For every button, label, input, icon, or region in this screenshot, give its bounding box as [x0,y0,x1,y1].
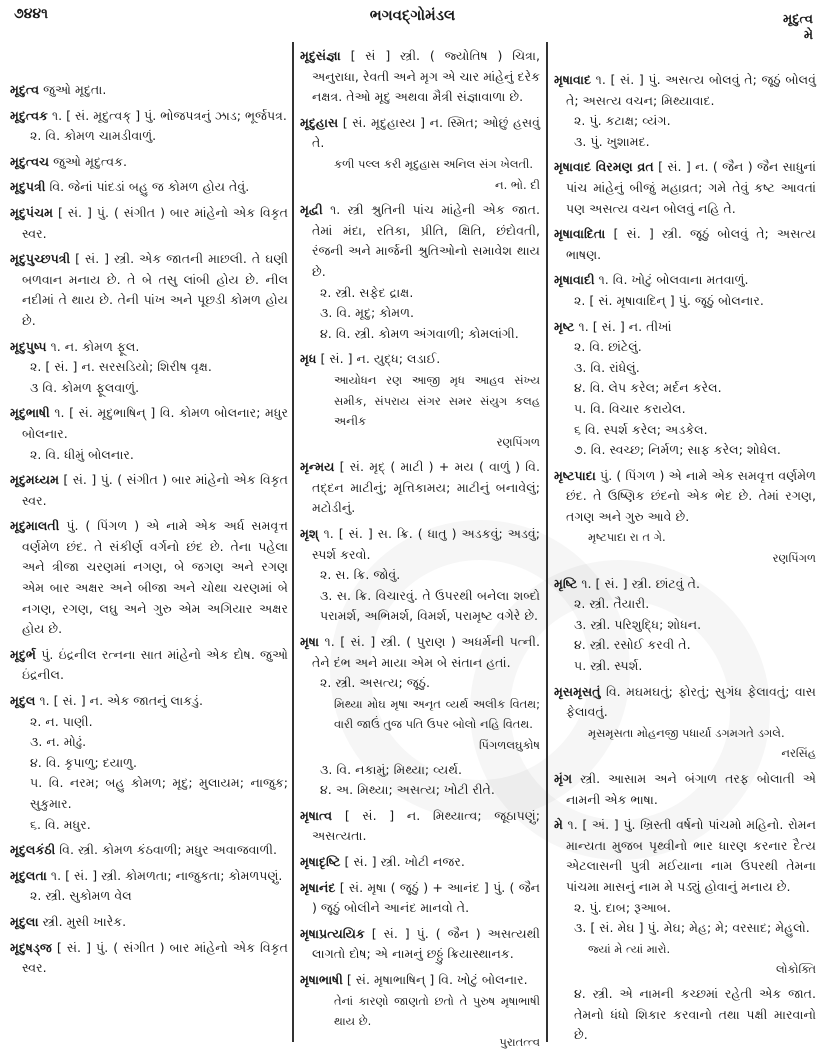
entry-definition [300,970,540,991]
definition-text: ૧. [ સં. ] સ્ત્રી. છાંટવું તે. [581,575,700,591]
quotation: જ્યાં મે ત્યાં મારો. [588,941,671,956]
definition-text: સ્ત્રી. મુસી ખારેક. [42,913,127,929]
definition-text: [ સં. ] પું. ( સંગીત ) બાર માંહેનો એક વિકૃત સ્વર. [22,939,288,976]
definition-text: [ સં. મૃષા ( જૂઠું ) + આનંદ ] પું. ( જૈન ) જૂઠું બોલીને આનંદ માનવો તે. [312,879,540,916]
sense-line: ૪. અ. મિથ્યા; અસત્ય; ખોટી રીતે. [320,782,495,798]
headword: મૃદુપત્રી [10,179,46,195]
sense-line: ૩. સ્ત્રી. પરિશુદ્ધિ; શોધન. [574,616,702,632]
definition-text: ૧. [ સં. ] ન. તીખાં [578,318,672,334]
sense-line: ૪. સ્ત્રી. રસોઈ કરવી તે. [574,637,691,653]
entry-definition [554,682,816,723]
definition-text: [ સં. મૃદુહાસ્ય ] ન. સ્મિત; ઓછું હસવું તે. [312,114,540,151]
entry-definition [10,645,288,686]
entry-definition [554,224,817,265]
quotation-source: પુરાતત્ત્વ [499,1034,540,1049]
guide-word-first: મૃદુત્વ [783,12,813,27]
entry-definition [10,177,288,198]
sense-line: ૨. પું. દાબ; રૂઆબ. [574,899,671,915]
dictionary-entry [300,852,540,873]
entry-definition [554,769,816,810]
quotation-source: લોકોક્તિ [775,962,816,977]
sense-line: ૨. સ. ક્રિ. જોવું. [320,567,401,583]
entry-definition [10,337,288,358]
entry-definition [300,200,540,282]
sense-line: ૭. વિ. સ્વચ્છ; નિર્મળ; સાફ કરેલ; શોધેલ. [574,442,781,458]
dictionary-entry [554,70,816,152]
quotation: કળી પલ્લ કરી મૃદુહાસ અનિલ સંગ ખેલતી. [334,156,534,171]
headword: મૃષ્ટ [554,318,575,334]
headword: મૃદુપંચમ [10,204,54,220]
definition-text: [ સં. ] પું. ( જૈન ) અસત્યથી લાગતો દોષ; એ નામનું છઠ્ઠું ક્રિયાસ્થાનક. [312,925,540,962]
definition-text: ૧. [ સં. મૃદુભાષિન્ ] વિ. કોમળ બોલનાર; મધુર બોલનાર. [22,405,288,441]
dictionary-entry [554,270,816,311]
entry-definition [554,70,816,111]
entry-definition [10,866,288,887]
sense-line: ૪. સ્ત્રી. એ નામની કચ્છમાં રહેતી એક જાત. તેમનો ધંધો શિકાર કરવાનો તથા પક્ષી મારવાનો છે. [574,985,816,1043]
sense-line: ૪. વિ. કૃપાળુ; દયાળુ. [30,754,137,770]
quotation-source: ન. ભો. દી [495,177,540,192]
headword: મૃષા [300,634,320,650]
entry-definition [300,457,540,519]
definition-text: [ સં ] સ્ત્રી. ( જ્યોતિષ ) ચિત્રા, અનુરાધા, રેવતી અને મૃગ એ ચાર માંહેનું દરેક નક્ષત્ર. તેઓ મૃદુ અથવા મૈત્રી સંજ્ઞાવાળા છે. [312,48,540,105]
headword: મૃદુપુષ્પ [10,338,47,354]
entry-definition [10,840,288,861]
definition-text: [ સં. ] ન. મિથ્યાત્વ; જૂઠાપણું; અસત્યતા. [312,807,540,844]
definition-text: પું. ( પિંગળ ) એ નામે એક સમવૃત્ત વર્ણમેળ છંદ. તે ઉષ્ણિક છંદનો એક ભેદ છે. તેમાં રગણ, તગણ અને ગુરુ આવે છે. [566,467,816,524]
headword: મૃષાપ્રત્યયિક [300,925,365,941]
quotation: મિથ્યા મોઘ મૃષા અનૃત વ્યર્થ અલીક વિતથ; વારી જાઉં તુજ પતિ ઉપર બોલો નહિ વિતથ. [334,696,540,732]
dictionary-entry [10,403,288,465]
definition-text: ૧. [ સં. ] સ્ત્રી. ( પુરાણ ) અધર્મની પત્ની. તેને દંભ અને માયા એમ બે સંતાન હતાં. [312,634,540,670]
headword: મૃષાવાદી [554,272,595,288]
definition-text: [ સં. ] ન. ( જૈન ) જૈન સાધુનાં પાંચ માંહેનું બીજું મહાવ્રત; ગમે તેવું કષ્ટ આવતાં પણ અસત્ય વચન બોલવું નહિ તે. [566,159,816,216]
entry-definition [300,349,540,370]
entry-definition [300,852,540,873]
dictionary-entry [300,806,540,847]
definition-text: ૧. [ સં. મૃદુત્વક્ ] પું. ભોજપત્રનું ઝાડ; ભૂર્જપત્ર. [51,107,287,123]
entry-definition [300,524,540,565]
column-divider [546,42,548,1042]
sense-line: ૨. સ્ત્રી. સુકોમળ વેલ [30,888,132,904]
sense-line: ૩ વિ. કોમળ ફૂલવાળું. [30,379,140,395]
headword: મૃદુમધ્યમ [10,472,60,488]
entry-definition [10,403,288,444]
entry-definition [10,938,288,979]
dictionary-entry [10,106,288,147]
sense-line: ૨. ન. પાણી. [30,713,93,729]
entry-definition [554,317,816,338]
entry-definition [10,249,288,331]
dictionary-entry [300,924,540,965]
dictionary-entry [554,682,816,764]
definition-text: ૧. [ સં. ] ન. એક જાતનું લાકડું. [39,693,203,709]
sense-line: ૨. વિ. કોમળ ચામડીવાળું. [30,128,157,144]
guide-words [783,12,813,44]
headword: મૃદુસંજ્ઞા [300,48,341,63]
sense-line: ૨. પું. કટાક્ષ; વ્યંગ. [574,113,671,129]
column-left [10,80,288,984]
headword: મૃદ્વી [300,202,323,218]
dictionary-entry [300,970,540,1052]
sense-line: ૩. સ. ક્રિ. વિચારવું. તે ઉપરથી બનેલા શબ્દો પરામર્શ, અભિમર્શ, વિમર્શ, પરામૃષ્ટ વગેરે છે. [320,587,540,624]
headword: મૃષ્ટપાદા [554,467,596,483]
entry-definition [300,806,540,847]
headword: મે [554,817,563,833]
dictionary-entry [10,938,288,979]
headword: મૃદુપુચ્છપત્રી [10,251,71,267]
quotation: આયોધન રણ આજી મૃધ આહવ સંખ્ય સમીક, સંપરાય સંગર સમર સંયુગ કલહ અનીક [334,372,540,429]
entry-definition [10,691,288,712]
headword: મૃદુલ [10,693,36,709]
headword: મૃદુહાસ [300,114,339,130]
dictionary-entry [10,516,288,640]
definition-text: ૧. [ સં. ] સ. ક્રિ. ( ધાતુ ) અડકવું; અડવું; સ્પર્શ કરવો. [312,526,540,562]
definition-text: [ સં. ] સ્ત્રી. ખોટી નજર. [344,853,465,869]
headword: મૃદુલા [10,913,39,929]
sense-line: ૩. [ સં. મેઘ ] પું. મેઘ; મેહ; મે; વરસાદ; મેહુલો. [574,920,810,936]
headword: મૃન્મય [300,459,335,475]
dictionary-entry [300,524,540,627]
dictionary-entry [10,691,288,835]
sense-line: ૨. સ્ત્રી. સફેદ દ્રાક્ષ. [320,284,414,300]
definition-text: વિ. મઘમઘતું; ફોરતું; સુગંધ ફેલાવતું; વાસ ફેલાવતું. [566,683,816,720]
sense-line: ૩. વિ. રાંધેલું. [574,359,640,375]
dictionary-entry [300,200,540,344]
headword: મૃધ [300,351,317,367]
sense-line: ૨. સ્ત્રી. તૈયારી. [574,596,650,612]
entry-definition [300,46,540,108]
definition-text: [ સં. ] સ્ત્રી. એક જાતની માછલી. તે ઘણી બળવાન મનાય છે. તે બે તસુ લાંબી હોય છે. નીલ નદીમાં તે થાય છે. તેની પાંખ અને પૂછડી કોમળ હોય છે. [22,251,288,328]
headword: મૃદુષડ્જ [10,939,52,955]
headword: મૃષ્ટિ [554,575,578,591]
dictionary-entry [554,574,816,677]
page-number: ૭૪૪૧ [14,6,48,22]
quotation: મૃસમૃસતા મોહનજી પધાર્યા ડગમગતે ડગલે. [588,725,785,740]
entry-definition [554,270,816,291]
definition-text: જુઓ મૃદુતા. [43,82,107,97]
headword: મૃંગ [554,771,573,786]
entry-definition [300,113,540,154]
definition-text: [ સં. મૃદ્ ( માટી ) + મય ( વાળું ) વિ. તદ્દન માટીનું; મૃત્તિકામય; માટીનું બનાવેલું; મટોડીનું. [312,459,540,516]
sense-line: ૨. [ સં. મૃષાવાદિન્ ] પું. જૂઠું બોલનાર. [574,292,764,308]
dictionary-entry [10,203,288,244]
entry-definition [10,470,288,511]
entry-definition [300,632,540,673]
headword: મૃષાનંદ [300,879,336,895]
definition-text: જુઓ મૃદુત્વક. [53,153,128,169]
sense-line: ૪. વિ. સ્ત્રી. કોમળ અંગવાળી; કોમલાંગી. [320,325,519,341]
entry-definition [554,815,816,897]
dictionary-entry [10,645,288,686]
definition-text: પું. ( પિંગળ ) એ નામે એક અર્ધ સમવૃત્ત વર્ણમેળ છંદ. તે સંકીર્ણ વર્ગનો છંદ છે. તેના પહેલા અને ત્રીજા ચરણમાં નગણ, બે જગણ અને રગણ એમ બાર અક્ષર અને બીજા અને ચોથા ચરણમાં બે નગણ, રગણ, લઘુ અને ગુરુ એમ અગિયાર અક્ષર હોય છે. [22,518,288,637]
headword: મૃદુમાલતી [10,518,60,534]
dictionary-entry [300,349,540,452]
headword: મૃષાવાદિતા [554,226,606,242]
entry-definition [554,466,816,528]
definition-text: ૧. [ સં. ] સ્ત્રી. કોમળતા; નાજુકતા; કોમળપણું. [50,867,283,883]
definition-text: ૧. ન. કોમળ ફૂલ. [50,338,140,354]
headword: મૃદુભાષી [10,405,50,421]
definition-text: [ સં. મૃષાભાષિન્ ] વિ. ખોટું બોલનાર. [346,971,528,987]
dictionary-entry [554,157,816,219]
sense-line: ૨. [ સં. ] ન. સરસડિયો; શિરીષ વૃક્ષ. [30,359,212,375]
dictionary-entry [300,46,540,108]
dictionary-entry [10,337,288,399]
definition-text: [ સં. ] પું. ( સંગીત ) બાર માંહેનો એક વિકૃત સ્વર. [22,204,288,241]
dictionary-entry [554,317,816,461]
headword: મૃષાવાદ વિરમણ વ્રત [554,159,654,175]
dictionary-entry [300,457,540,519]
entry-definition [10,106,288,127]
dictionary-entry [10,912,288,933]
headword: મૃષાવાદ [554,72,591,87]
definition-text: ૧. સ્ત્રી શ્રુતિની પાંચ માંહેની એક જાત. તેમાં મંદા, રતિકા, પ્રીતિ, ક્ષિતિ, છંદોવતી, રંજની અને માર્જની શ્રુતિઓનો સમાવેશ થાય છે. [312,202,540,279]
definition-text: સ્ત્રી. આસામ અને બંગાળ તરફ બોલાતી એ નામની એક ભાષા. [566,771,816,807]
dictionary-entry [10,249,288,331]
entry-definition [300,924,540,965]
dictionary-entry [10,177,288,198]
dictionary-entry [554,466,816,569]
sense-line: ૩. વિ. નકામું; મિથ્યા; વ્યર્થ. [320,761,462,777]
quotation-source: નરસિંહ [781,746,816,761]
entry-definition [554,574,816,595]
quotation-source: રણપિંગળ [496,434,540,449]
definition-text: વિ. સ્ત્રી. કોમળ કંઠવાળી; મધુર અવાજવાળી. [59,842,278,858]
definition-text: ૧. [ અં. ] પું. ખ્રિસ્તી વર્ષનો પાંચમો મહિનો. રોમન માન્યતા મુજબ પૃથ્વીનો ભાર ધારણ કરનાર દૈત્ય એટલાસની પુત્રી મઈયાના નામ ઉપરથી તેમના પાંચમા માસનું નામ મે પડ્યું હોવાનું મનાય છે. [566,817,816,894]
sense-line: ૫. વિ. નરમ; બહુ કોમળ; મૃદુ; મુલાયમ; નાજુક; સુકુમાર. [30,775,288,811]
entry-definition [10,203,288,244]
dictionary-entry [300,632,540,801]
sense-line: ૩. ન. મોઢું. [30,734,87,750]
entry-definition [300,878,540,919]
quotation: તેનાં કારણો જાણતો છતો તે પુરુષ મૃષાભાષી થાય છે. [334,993,540,1029]
definition-text: ૧. વિ. ખોટું બોલવાના મતવાળું. [598,272,749,288]
sense-line: ૫. વિ. વિચાર કરાયેલ. [574,400,686,416]
entry-definition [554,157,816,219]
quotation: મૃષ્ટપાદા રા ત ગે. [588,530,666,545]
column-divider [292,42,294,1042]
headword: મૃસમૃસતું [554,683,601,699]
sense-line: ૪. વિ. લેપ કરેલ; મર્દન કરેલ. [574,380,722,396]
sense-line: ૫. સ્ત્રી. સ્પર્શ. [574,658,643,674]
definition-text: [ સં. ] ન. યુદ્ધ; લડાઈ. [320,351,441,367]
dictionary-entry [554,769,816,810]
headword: મૃષાદૃષ્ટિ [300,853,341,869]
dictionary-entry [300,878,540,919]
column-middle [300,46,540,1057]
headword: મૃદુત્વક [10,107,48,123]
entry-definition [10,516,288,640]
definition-text: ૧. [ સં. ] પું. અસત્ય બોલવું તે; જૂઠું બોલવું તે; અસત્ય વચન; મિથ્યાવાદ. [566,72,816,108]
headword: મૃદુત્વ [10,82,40,97]
headword: મૃશ્ [300,526,319,542]
entry-definition [10,912,288,933]
headword: મૃદુત્વચ [10,153,50,169]
dictionary-entry [10,152,288,173]
dictionary-entry [554,224,816,265]
sense-line: ૬. વિ. મધુર. [30,816,91,832]
entry-definition [10,152,288,173]
definition-text: પું. ઇંદ્રનીલ રત્નના સાત માંહેનો એક દોષ. જુઓ ઇંદ્રનીલ. [22,646,288,683]
headword: મૃદુર્ભ [10,646,37,662]
headword: મૃષાભાષી [300,971,343,987]
sense-line: ૨. વિ. છાંટેલું. [574,339,642,355]
headword: મૃષાત્વ [300,807,333,823]
dictionary-entry [554,815,816,1046]
quotation-source: પિંગળલઘુકોષ [478,738,540,752]
sense-line: ૨. વિ. ધીમું બોલનાર. [30,446,134,462]
dictionary-entry [10,840,288,861]
definition-text: વિ. જેનાં પાંદડાં બહુ જ કોમળ હોય તેવું. [49,179,250,195]
book-title: ભગવદ્ગોમંડલ [369,6,456,24]
dictionary-entry [300,113,540,195]
column-right [554,70,816,1051]
dictionary-entry [10,470,288,511]
definition-text: [ સં. ] સ્ત્રી. જૂઠું બોલવું તે; અસત્ય ભાષણ. [566,226,817,262]
guide-word-last: મે [803,28,813,43]
quotation-source: રણપિંગળ [772,551,816,566]
sense-line: ૬ વિ. સ્પર્શ કરેલ; અડકેલ. [574,421,708,437]
entry-definition [10,80,288,101]
sense-line: ૩. વિ. મૃદુ; કોમળ. [320,305,415,321]
sense-line: ૨. સ્ત્રી. અસત્ય; જૂઠું. [320,675,430,691]
headword: મૃદુલતા [10,867,47,883]
definition-text: [ સં. ] પું. ( સંગીત ) બાર માંહેનો એક વિકૃત સ્વર. [22,472,288,508]
dictionary-entry [10,866,288,907]
headword: મૃદુલકંઠી [10,842,56,858]
dictionary-entry [10,80,288,101]
sense-line: ૩. પું. ખુશામદ. [574,133,650,149]
